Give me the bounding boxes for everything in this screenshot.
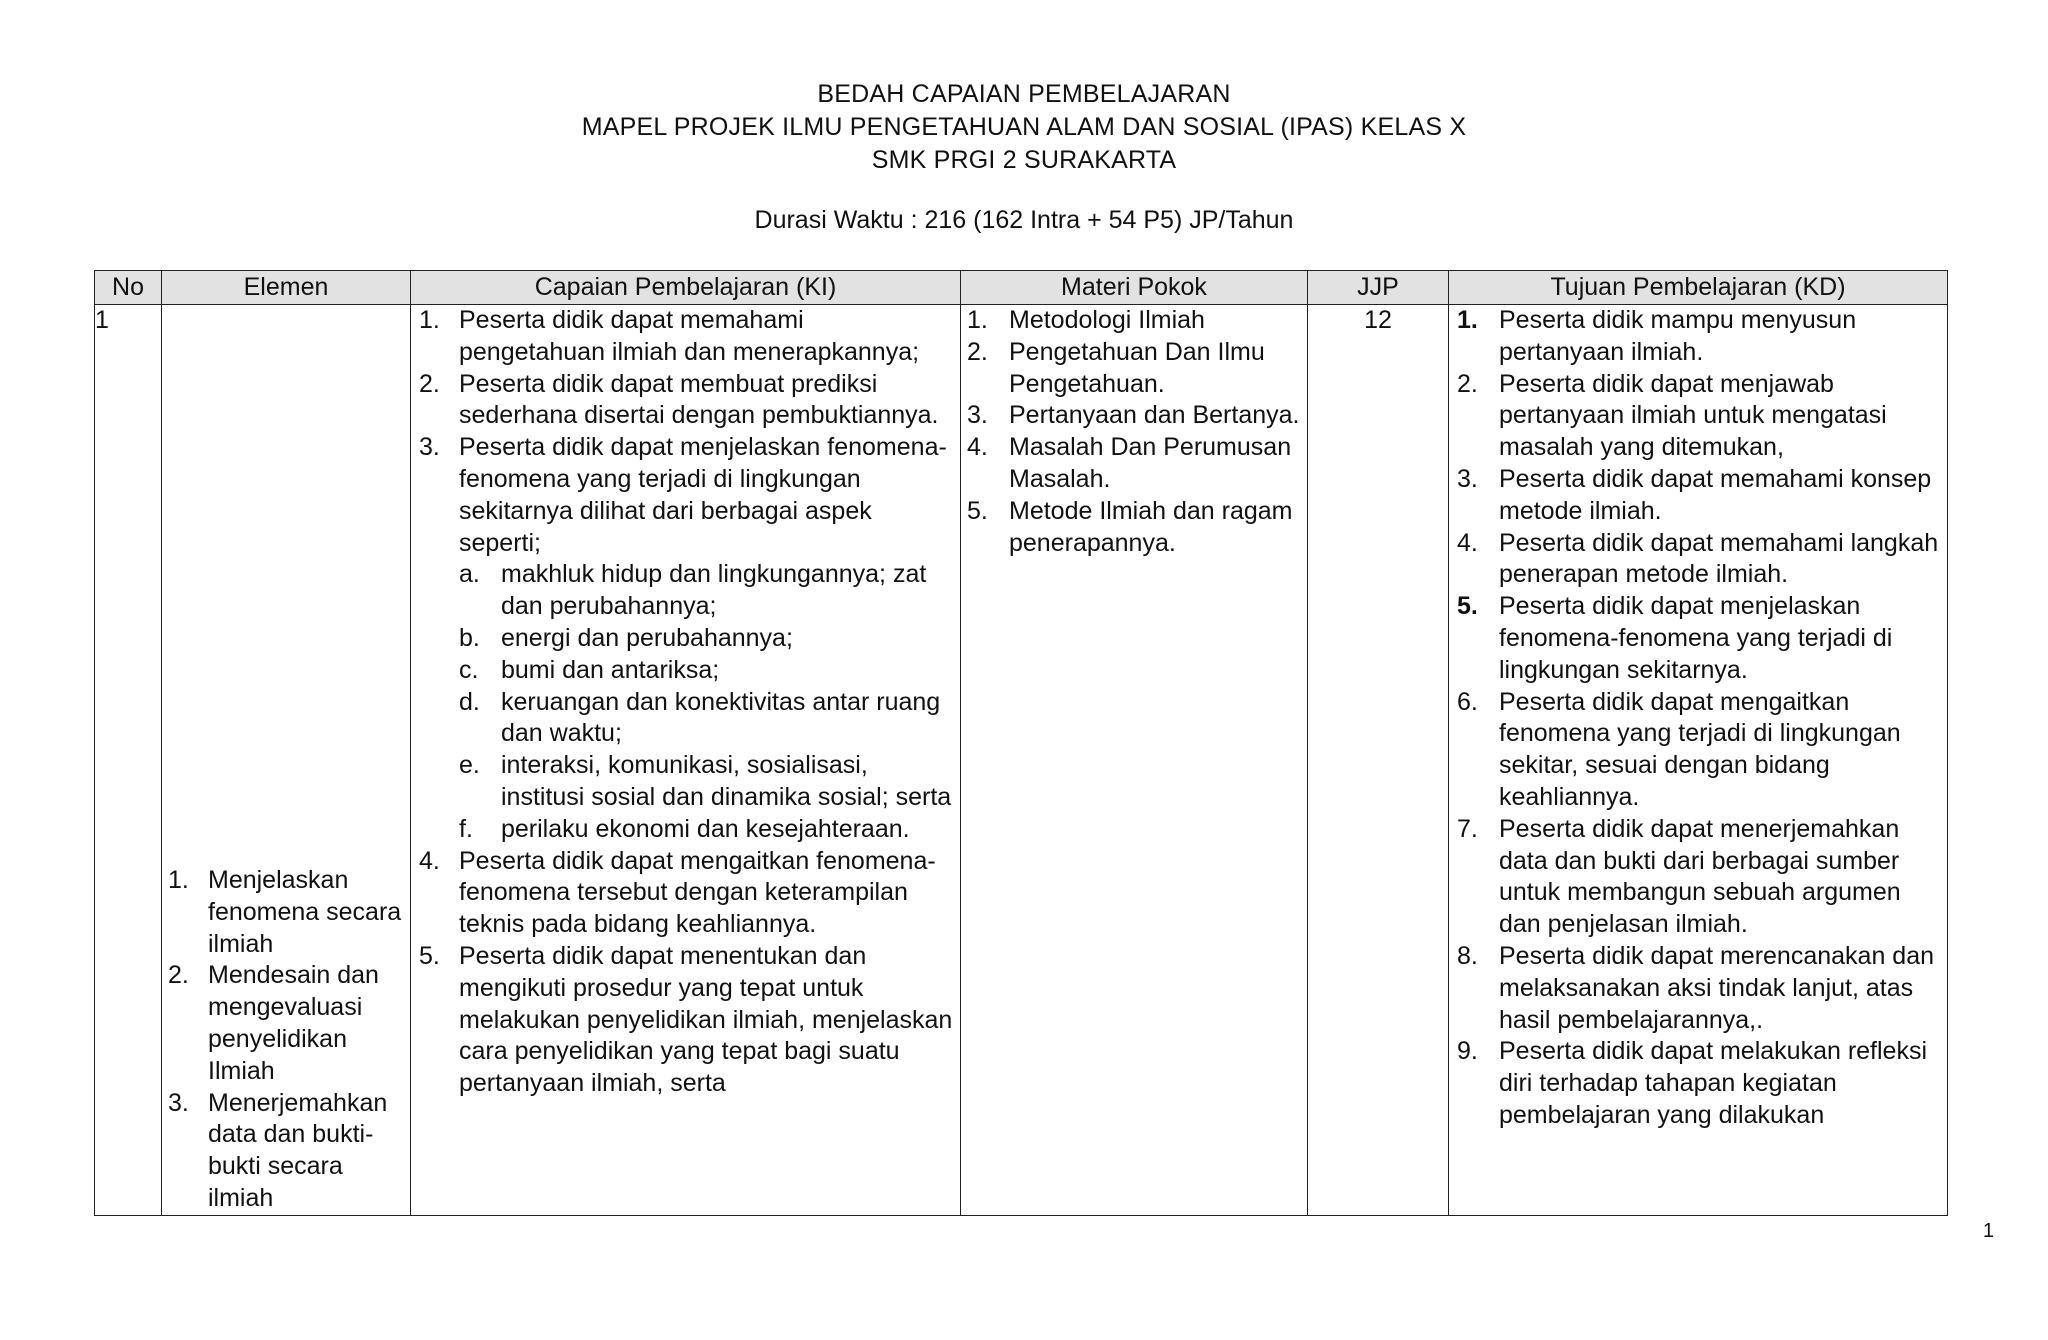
list-item: 5. Metode Ilmiah dan ragam penerapannya.: [967, 496, 1293, 557]
duration-text: Durasi Waktu : 216 (162 Intra + 54 P5) JP/Tahun: [754, 206, 1294, 234]
header-tujuan: Tujuan Pembelajaran (KD): [1449, 271, 1948, 305]
tujuan-list: [1449, 305, 1947, 1132]
table-row: [95, 305, 1948, 1216]
header-materi: Materi Pokok: [961, 271, 1308, 305]
list-item: 2. Pengetahuan Dan Ilmu Pengetahuan.: [967, 337, 1265, 398]
page-number: 1: [1982, 1220, 1994, 1242]
list-item: d. keruangan dan konektivitas antar ruang dan waktu;: [459, 687, 941, 748]
list-item: 4. Masalah Dan Perumusan Masalah.: [967, 433, 1292, 493]
cell-materi: [961, 305, 1308, 1216]
list-item: 8. Peserta didik dapat merencanakan dan melaksanakan aksi tindak lanjut, atas hasil pembelajarannya,.: [1457, 941, 1935, 1034]
cell-elemen: [162, 305, 411, 1216]
header-jjp: JJP: [1308, 271, 1449, 305]
title-line-3: SMK PRGI 2 SURAKARTA: [871, 146, 1177, 174]
list-item: a. makhluk hidup dan lingkungannya; zat dan perubahannya;: [459, 560, 927, 621]
list-item: 3. Peserta didik dapat menjelaskan fenomena-fenomena yang terjadi di lingkungan sekitarnya dilihat dari berbagai aspek seperti; a. makhluk hidup dan lingkungannya; zat dan perubahannya; b. energi dan perubahannya; c. bumi dan antariksa; d. keruangan dan konektivitas antar ruang dan waktu; e. interaksi, komunikasi, sosialisasi, institusi sosial dan dinamika sosial; serta f. perilaku ekonomi dan kesejahteraan.: [419, 432, 954, 845]
list-item: f. perilaku ekonomi dan kesejahteraan.: [459, 814, 910, 843]
list-item: 9. Peserta didik dapat melakukan refleksi diri terhadap tahapan kegiatan pembelajaran yang dilakukan: [1457, 1037, 1928, 1129]
list-item: 1. Menjelaskan fenomena secara ilmiah: [168, 866, 402, 958]
list-item: 4. Peserta didik dapat memahami langkah penerapan metode ilmiah.: [1457, 528, 1939, 589]
list-item: c. bumi dan antariksa;: [459, 655, 720, 684]
header-capaian: Capaian Pembelajaran (KI): [411, 271, 961, 305]
cell-capaian: [411, 305, 961, 1216]
list-item: 6. Peserta didik dapat mengaitkan fenomena yang terjadi di lingkungan sekitar, sesuai dengan bidang keahliannya.: [1457, 687, 1901, 811]
title-line-2: MAPEL PROJEK ILMU PENGETAHUAN ALAM DAN SOSIAL (IPAS) KELAS X: [581, 113, 1467, 141]
table-header-row: [95, 271, 1948, 305]
cell-tujuan: [1449, 305, 1948, 1216]
list-item: 3. Menerjemahkan data dan bukti-bukti secara ilmiah: [168, 1088, 388, 1212]
learning-outcome-table: [94, 270, 1948, 1216]
list-item: 3. Peserta didik dapat memahami konsep metode ilmiah.: [1457, 464, 1932, 525]
header-no: No: [95, 271, 162, 305]
materi-list: [961, 305, 1307, 559]
list-item: b. energi dan perubahannya;: [459, 623, 793, 652]
list-item: 2. Mendesain dan mengevaluasi penyelidikan Ilmiah: [168, 961, 379, 1085]
list-item: 3. Pertanyaan dan Bertanya.: [967, 401, 1300, 430]
elemen-list: [162, 305, 410, 1215]
aspect-sublist: [459, 559, 954, 845]
list-item: 5. Peserta didik dapat menentukan dan mengikuti prosedur yang tepat untuk melakukan penyelidikan ilmiah, menjelaskan cara penyelidikan yang tepat bagi suatu pertanyaan ilmiah, serta: [419, 941, 953, 1098]
title-line-1: BEDAH CAPAIAN PEMBELAJARAN: [817, 80, 1231, 108]
document-title: [0, 78, 2048, 177]
list-item: 4. Peserta didik dapat mengaitkan fenomena-fenomena tersebut dengan keterampilan teknis pada bidang keahliannya.: [419, 846, 936, 939]
list-item: 5. Peserta didik dapat menjelaskan fenomena-fenomena yang terjadi di lingkungan sekitarnya.: [1457, 592, 1893, 684]
list-item-text: Peserta didik dapat menjelaskan fenomena-fenomena yang terjadi di lingkungan sekitarnya dilihat dari berbagai aspek seperti;: [459, 433, 947, 557]
list-item: 1. Peserta didik dapat memahami pengetahuan ilmiah dan menerapkannya;: [419, 306, 920, 366]
list-item: 2. Peserta didik dapat membuat prediksi sederhana disertai dengan pembuktiannya.: [419, 369, 939, 430]
list-item: 2. Peserta didik dapat menjawab pertanyaan ilmiah untuk mengatasi masalah yang ditemukan,: [1457, 369, 1887, 462]
list-item: 1. Metodologi Ilmiah: [967, 306, 1205, 334]
list-item: 1. Peserta didik mampu menyusun pertanyaan ilmiah.: [1457, 306, 1857, 366]
list-item: 7. Peserta didik dapat menerjemahkan data dan bukti dari berbagai sumber untuk membangun sebuah argumen dan penjelasan ilmiah.: [1457, 814, 1901, 939]
capaian-list: [411, 305, 960, 1100]
list-item: e. interaksi, komunikasi, sosialisasi, institusi sosial dan dinamika sosial; serta: [459, 751, 952, 811]
cell-jjp: 12: [1308, 305, 1449, 1216]
header-elemen: Elemen: [162, 271, 411, 305]
cell-no: 1: [95, 305, 162, 1216]
